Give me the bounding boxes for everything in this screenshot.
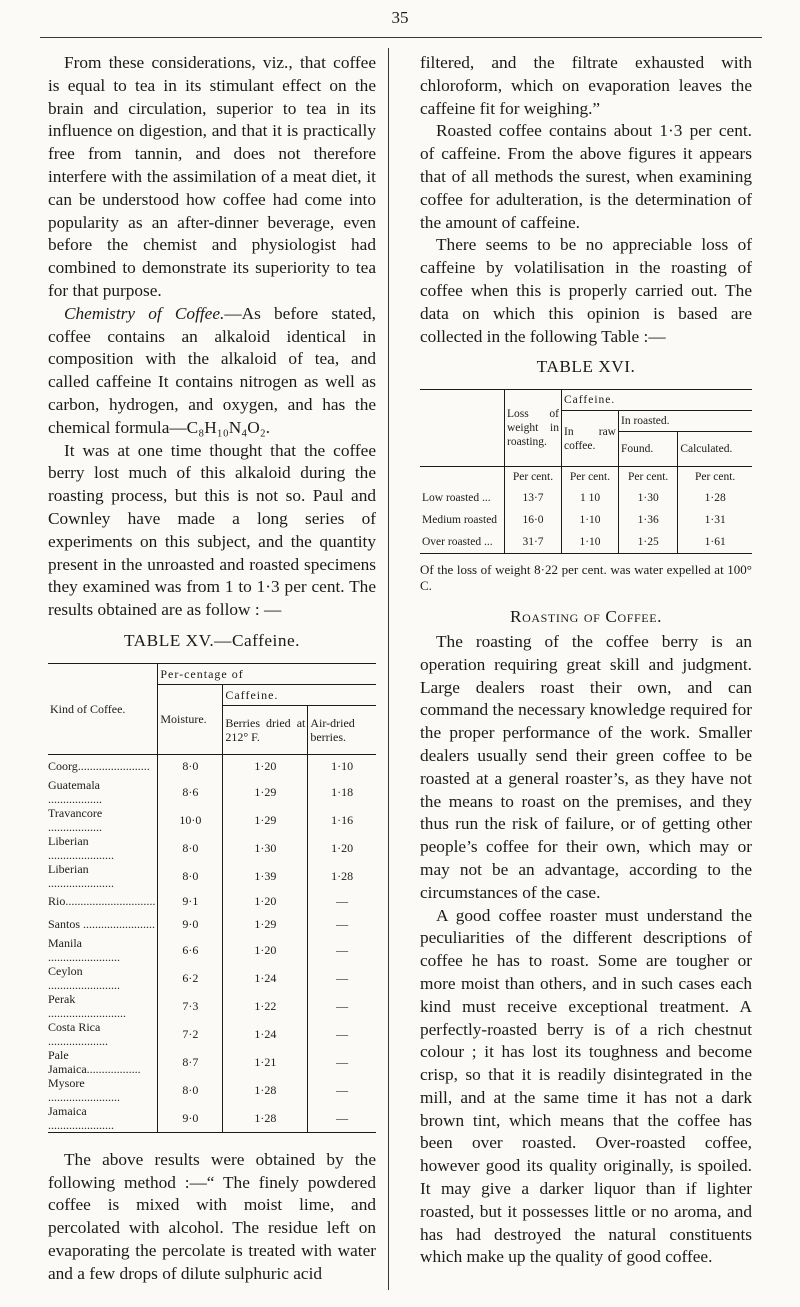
column-header: Berries dried at 212° F. (223, 705, 308, 754)
table-row: Over roasted ... 31·7 1·10 1·25 1·61 (420, 531, 752, 554)
table-caption: TABLE XV.—Caffeine. (124, 630, 300, 650)
paragraph: Roasted coffee contains about 1·3 per cent. of caffeine. From the above figures it appears that of all methods the surest, when examining coffee for adulteration, is the determination of the amount of caffeine. (420, 121, 752, 232)
table-row: Santos ........................ 9·0 1·29 — (48, 913, 376, 936)
table-row: Manila ........................ 6·6 1·20 — (48, 936, 376, 964)
column-header: Air-dried berries. (308, 705, 376, 754)
column-header: Found. (619, 432, 678, 467)
header-rule (40, 37, 762, 38)
column-header: Calculated. (678, 432, 752, 467)
table-row: Liberian ...................... 8·0 1·30 1·20 (48, 834, 376, 862)
table-row: Costa Rica .................... 7·2 1·24 — (48, 1020, 376, 1048)
paragraph: The above results were obtained by the following method :—“ The finely powdered coffee is mixed with moist lime, and percolated with alcohol. The residue left on evaporating the percolate is treated with water and a few drops of dilute sulphuric acid (48, 1149, 376, 1283)
table-row: Travancore .................. 10·0 1·29 1·16 (48, 806, 376, 834)
table-row: Jamaica ...................... 9·0 1·28 — (48, 1104, 376, 1133)
table-row: Liberian ...................... 8·0 1·39 1·28 (48, 862, 376, 890)
paragraph-chemistry: Chemistry of Coffee.—As before stated, coffee contains an alkaloid identical in composition with the alkaloid of tea, and called caffeine It contains nitrogen as well as carbon, hydrogen, and oxygen, and has the chemical formula—C₈H₁₀N₄O₂. (48, 303, 376, 437)
table-row: Mysore ........................ 8·0 1·28 — (48, 1076, 376, 1104)
table-row: Medium roasted 16·0 1·10 1·36 1·31 (420, 509, 752, 531)
column-header (420, 390, 505, 467)
paragraph: It was at one time thought that the coffee berry lost much of this alkaloid during the roasting process, but this is not so. Paul and Cownley have made a long series of experiments on this subject, and the quantity present in the unroasted and roasted specimens they examined was from 1 to 1·3 per cent. The results obtained are as follow : — (48, 440, 376, 620)
paragraph: There seems to be no appreciable loss of caffeine by volatilisation in the roasting of coffee when this is properly carried out. The data on which this opinion is based are collected in the following Table :— (420, 235, 752, 346)
column-header: Per-centage of (158, 663, 376, 684)
table-caption: TABLE XVI. (536, 357, 636, 377)
table-row: Per cent. Per cent. Per cent. Per cent. (420, 467, 752, 488)
column-header: Caffeine. (562, 390, 753, 411)
table-row: Low roasted ... 13·7 1 10 1·30 1·28 (420, 487, 752, 509)
column-header: Kind of Coffee. (50, 701, 126, 716)
page-number: 35 (391, 8, 409, 27)
column-header: In roasted. (619, 411, 753, 432)
paragraph: From these considerations, viz., that coffee is equal to tea in its stimulant effect on the brain and circulation, superior to tea in its influence on digestion, and that it is practically free from tannin, and does not therefore interfere with the assimilation of a meat diet, it can be understood how coffee had come into popularity as an after-dinner beverage, even before the chemist and physiologist had combined to demonstrate its superiority to tea for that purpose. (48, 53, 376, 300)
section-heading: Roasting of Coffee. (509, 607, 663, 627)
table-row: Coorg........................ 8·0 1·20 1·10 (48, 754, 376, 778)
left-column (48, 52, 376, 1286)
table-footnote: Of the loss of weight 8·22 per cent. was water expelled at 100° C. (420, 562, 752, 594)
table-row: Pale Jamaica.................. 8·7 1·21 — (48, 1048, 376, 1076)
column-header: Moisture. (158, 684, 223, 754)
column-divider (388, 48, 389, 1290)
column-header: Caffeine. (223, 684, 376, 705)
table-row: Guatemala .................. 8·6 1·29 1·18 (48, 778, 376, 806)
table-row: Perak .......................... 7·3 1·22 — (48, 992, 376, 1020)
table-row: Ceylon ........................ 6·2 1·24 — (48, 964, 376, 992)
roasting-table (420, 389, 752, 554)
right-column (420, 52, 752, 1269)
caffeine-table (48, 663, 376, 1133)
paragraph: The roasting of the coffee berry is an operation requiring great skill and judgment. Large dealers roast their own, and can command the necessary knowledge required for the proper performance of the work. Smaller dealers usually send their green coffee to be roasted at a general roaster’s, as they have not the means to roast on the premises, and they thus run the risk of failure, or of getting other people’s coffee for their own, which may or may not be an advantage, according to the circumstances of the case. (420, 631, 752, 902)
paragraph: A good coffee roaster must understand the peculiarities of the different descriptions of coffee he has to roast. Some are tougher or more moist than others, and in such cases each kind must receive exceptional treatment. A perfectly-roasted berry is of a rich chestnut colour ; it has lost its toughness and become crisp, so that it is readily disintegrated in the mill, and at the same time it has not a dark brown tint, which means that the coffee has been over roasted. Over-roasted coffee, however good its quality originally, is spoiled. It may give a darker liquor than if lighter roasted, but it possesses little or no aroma, and has had destroyed the natural constituents which make up the quality of good coffee. (420, 905, 752, 1267)
column-header: Loss of weight in roasting. (505, 390, 562, 467)
table-row: Rio.............................. 9·1 1·20 — (48, 890, 376, 913)
section-title: Chemistry of Coffee. (64, 303, 225, 323)
column-header: In raw coffee. (562, 411, 619, 467)
paragraph: filtered, and the filtrate exhausted with chloroform, which on evaporation leaves the caffeine fit for weighing.” (420, 53, 752, 118)
